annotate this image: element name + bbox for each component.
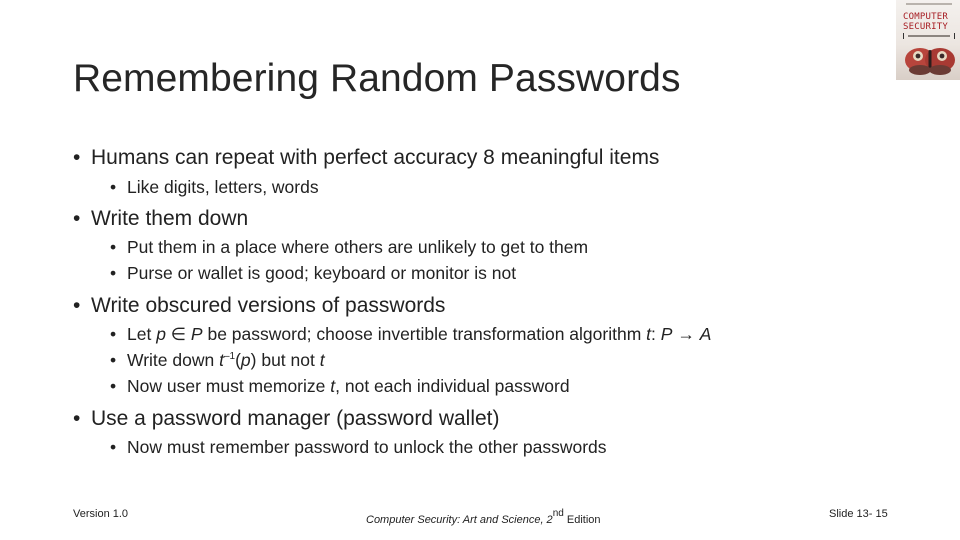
bullet-marker: • [110,263,117,283]
bullet-text: Write obscured versions of passwords [91,294,446,317]
math-variable: t [219,350,224,370]
math-variable: p [156,324,166,344]
math-variable: t [646,324,652,344]
text-segment: Let [127,324,157,344]
text-segment: , not each individual password [335,376,570,396]
text-segment: ) but not [250,350,320,370]
bullet-marker: • [110,437,117,457]
bullet-marker: • [110,324,117,344]
slide-title: Remembering Random Passwords [73,57,681,100]
sub-bullet-text: Like digits, letters, words [127,177,319,197]
book-cover-thumbnail [896,0,960,80]
bullet-text: Use a password manager (password wallet) [91,407,500,430]
footer-version: Version 1.0 [73,508,129,520]
footer-edition-text: Edition [563,514,601,526]
sub-bullet-item [110,237,588,258]
cover-subtitle-bar [903,33,955,39]
bullet-marker: • [73,294,81,317]
sub-bullet-text: Now must remember password to unlock the other passwords [127,437,607,457]
math-variable: t [330,376,336,396]
bullet-item [73,146,659,170]
text-segment: : [651,324,661,344]
bullet-marker: • [73,407,81,430]
footer-book-title [366,508,601,526]
sub-bullet-item [110,263,516,284]
footer-book-title-text: Computer Security: Art and Science, 2 [366,514,553,526]
bullet-marker: • [110,376,117,396]
math-variable: t [319,350,325,370]
text-segment: be password; choose invertible transformation algorithm [202,324,647,344]
sub-bullet-text: Purse or wallet is good; keyboard or monitor is not [127,263,517,283]
bullet-marker: • [110,177,117,197]
superscript: –1 [223,351,236,362]
bullet-text: Humans can repeat with perfect accuracy 8 meaningful items [91,146,660,169]
math-variable: P [190,324,203,344]
bullet-item [73,207,248,231]
math-variable: A [699,324,712,344]
bullet-marker: • [73,146,81,169]
math-arrow: → [672,324,700,344]
sub-bullet-item [110,376,570,397]
math-variable: p [240,350,251,370]
bullet-item [73,407,500,431]
text-segment: Write down [127,350,220,370]
text-segment: ( [235,350,241,370]
cover-top-rule [906,3,952,5]
bullet-item [73,294,445,318]
sub-bullet-item [110,350,325,371]
sub-bullet-item [110,437,607,458]
sub-bullet-item [110,177,319,198]
cover-brand-line2: SECURITY [903,22,948,32]
bullet-marker: • [110,237,117,257]
bullet-marker: • [73,207,81,230]
sub-bullet-text: Put them in a place where others are unlikely to get to them [127,237,589,257]
cover-brand-line1: COMPUTER [903,12,948,22]
sub-bullet-item [110,324,711,345]
math-variable: P [660,324,673,344]
text-segment: Now user must memorize [127,376,331,396]
footer-slide-number: Slide 13- 15 [829,508,888,520]
footer-edition-superscript: nd [552,508,564,519]
bullet-marker: • [110,350,117,370]
bullet-text: Write them down [91,207,249,230]
butterfly-icon [904,42,956,78]
math-symbol: ∈ [165,324,191,344]
